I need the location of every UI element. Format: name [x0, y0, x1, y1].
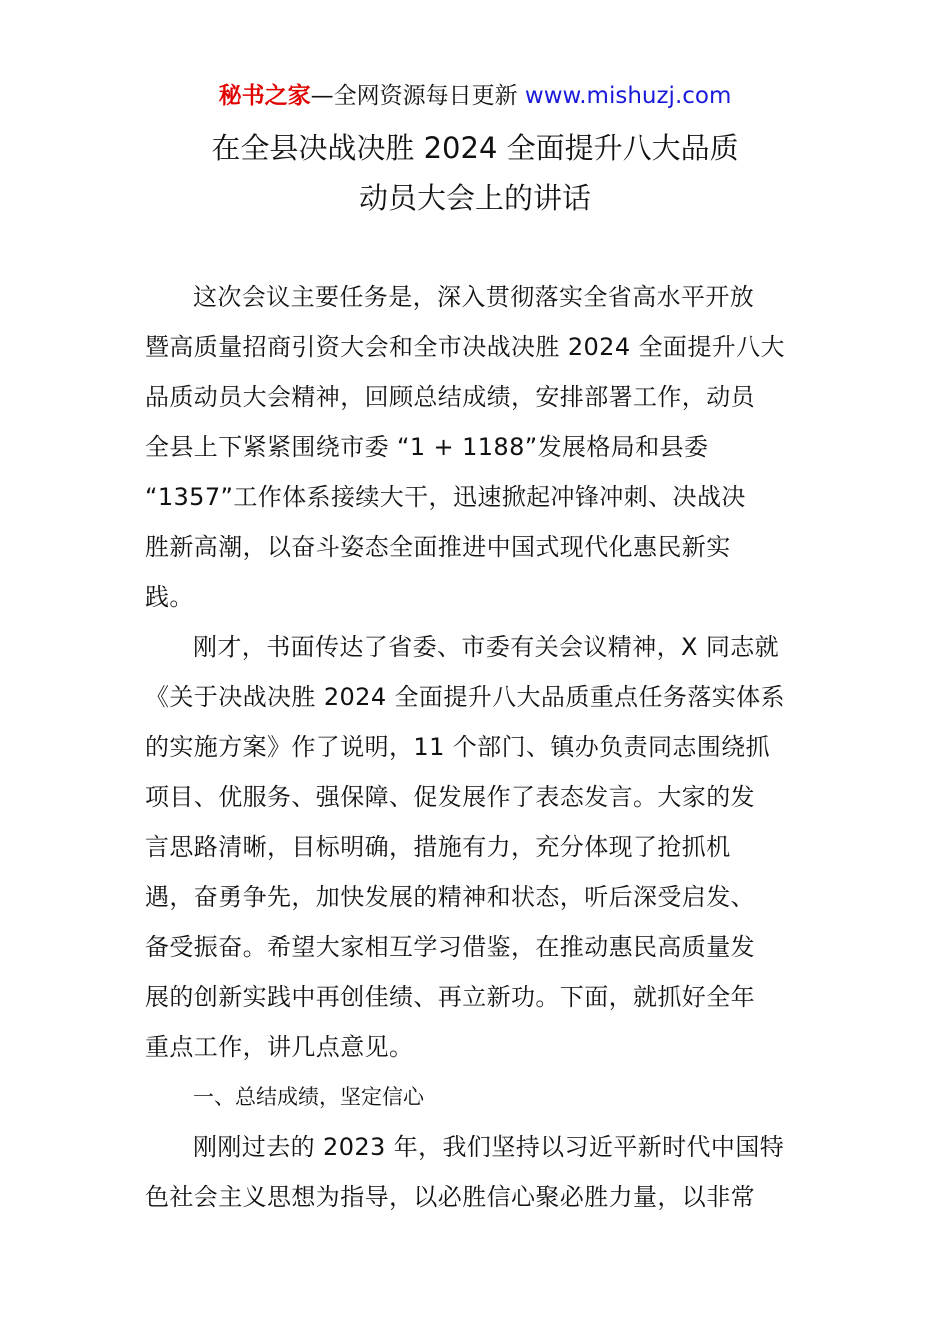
- site-url-link[interactable]: www.mishuzj.com: [524, 83, 732, 109]
- paragraph-line: 遇，奋勇争先，加快发展的精神和状态，听后深受启发、: [145, 883, 755, 911]
- paragraph-line: 色社会主义思想为指导，以必胜信心聚必胜力量，以非常: [145, 1183, 755, 1211]
- paragraph-line: 刚才，书面传达了省委、市委有关会议精神，X 同志就: [193, 633, 780, 661]
- paragraph-line: 备受振奋。希望大家相互学习借鉴，在推动惠民高质量发: [145, 933, 755, 961]
- paragraph-line: 展的创新实践中再创佳绩、再立新功。下面，就抓好全年: [145, 983, 755, 1011]
- paragraph-line: 重点工作，讲几点意见。: [145, 1033, 414, 1061]
- section-heading: 一、总结成绩，坚定信心: [193, 1085, 424, 1109]
- paragraph-line: 的实施方案》作了说明，11 个部门、镇办负责同志围绕抓: [145, 733, 770, 761]
- paragraph-line: 暨高质量招商引资大会和全市决战决胜 2024 全面提升八大: [145, 333, 785, 361]
- header-tagline: —全网资源每日更新: [310, 83, 518, 109]
- site-header: [0, 80, 950, 112]
- paragraph-line: 品质动员大会精神，回顾总结成绩，安排部署工作，动员: [145, 383, 755, 411]
- paragraph-line: “1357”工作体系接续大干，迅速掀起冲锋冲刺、决战决: [145, 483, 746, 511]
- document-title-line-1: 在全县决战决胜 2024 全面提升八大品质: [211, 131, 739, 165]
- paragraph-line: 胜新高潮，以奋斗姿态全面推进中国式现代化惠民新实: [145, 533, 731, 561]
- paragraph-line: 这次会议主要任务是，深入贯彻落实全省高水平开放: [193, 283, 755, 311]
- paragraph-line: 全县上下紧紧围绕市委 “1 + 1188”发展格局和县委: [145, 433, 709, 461]
- document-title-line-2: 动员大会上的讲话: [358, 181, 591, 215]
- paragraph-line: 言思路清晰，目标明确，措施有力，充分体现了抢抓机: [145, 833, 731, 861]
- paragraph-line: 《关于决战决胜 2024 全面提升八大品质重点任务落实体系: [145, 683, 785, 711]
- paragraph-2: [145, 622, 815, 1072]
- paragraph-1: [145, 272, 815, 622]
- paragraph-line: 项目、优服务、强保障、促发展作了表态发言。大家的发: [145, 783, 755, 811]
- paragraph-line: 刚刚过去的 2023 年，我们坚持以习近平新时代中国特: [193, 1133, 785, 1161]
- document-body: [145, 272, 815, 1222]
- brand-name: 秘书之家: [218, 83, 311, 109]
- paragraph-line: 践。: [145, 583, 194, 611]
- paragraph-3: [145, 1122, 815, 1222]
